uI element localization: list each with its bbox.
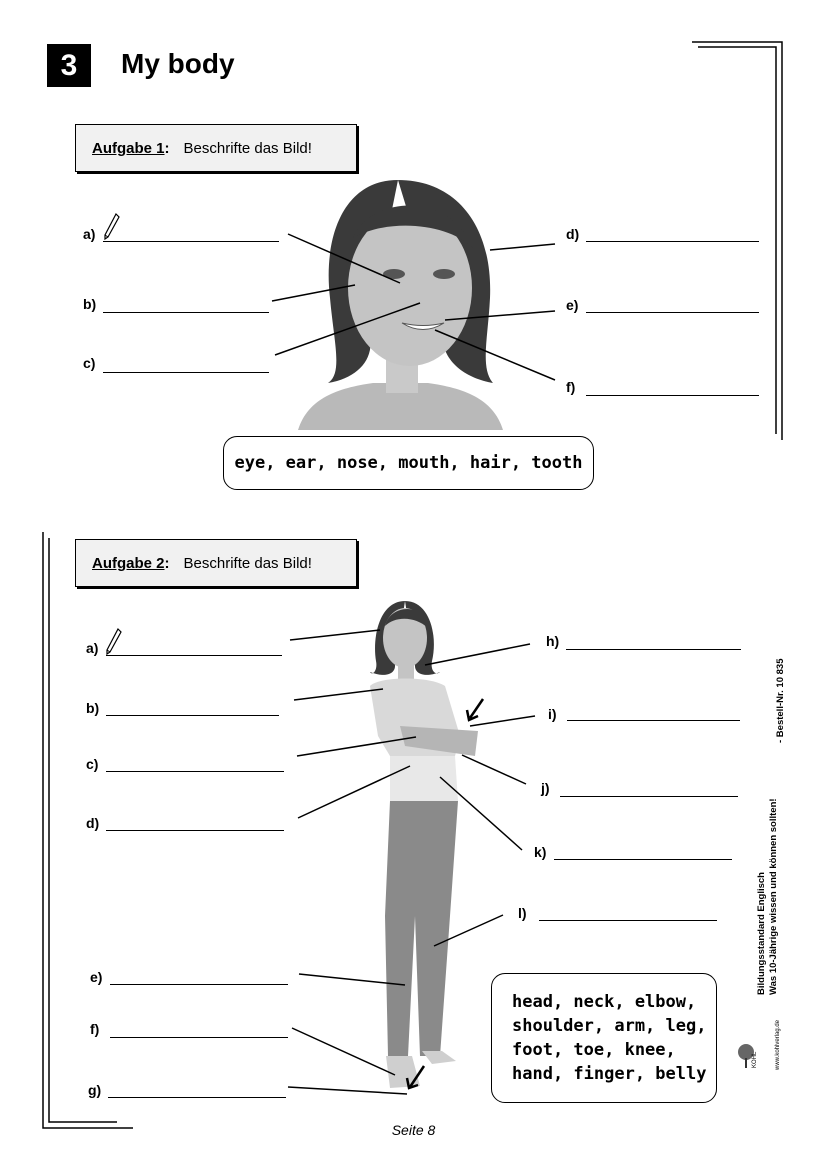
task2-label-d: d) — [86, 815, 100, 831]
task2-answer-line-d[interactable] — [106, 830, 284, 831]
task2-answer-line-b[interactable] — [106, 715, 279, 716]
task1-title: Aufgabe 1 — [92, 139, 165, 157]
task2-answer-line-g[interactable] — [108, 1097, 286, 1098]
task2-label-k: k) — [534, 844, 547, 860]
word-bank-line: head, neck, elbow, — [512, 992, 697, 1012]
page-title: My body — [121, 48, 235, 79]
task2-label-l: l) — [518, 905, 527, 921]
task1-label-d: d) — [566, 226, 580, 242]
task2-label-b: b) — [86, 700, 100, 716]
task1-label-f: f) — [566, 379, 576, 395]
task2-label-j: j) — [541, 780, 550, 796]
task2-label-c: c) — [86, 756, 99, 772]
task2-instruction: Beschrifte das Bild! — [183, 554, 312, 572]
order-number: - Bestell-Nr. 10 835 — [775, 658, 786, 743]
publisher-url: www.kohlverlag.de — [775, 1019, 781, 1070]
task2-title: Aufgabe 2 — [92, 554, 165, 572]
word-bank-line: foot, toe, knee, — [512, 1040, 676, 1060]
arrow-icon — [407, 699, 483, 1088]
series-title: Bildungsstandard Englisch — [756, 872, 767, 995]
task2-label-i: i) — [548, 706, 557, 722]
task2-answer-line-a[interactable] — [106, 655, 282, 656]
chapter-number: 3 — [47, 44, 91, 87]
task2-answer-line-c[interactable] — [106, 771, 284, 772]
pencil-icon — [104, 628, 122, 658]
task1-header: Aufgabe 1 : Beschrifte das Bild! — [75, 124, 357, 172]
task2-label-g: g) — [88, 1082, 102, 1098]
task2-word-bank — [491, 973, 717, 1103]
word-bank-line: shoulder, arm, leg, — [512, 1016, 707, 1036]
series-info — [700, 625, 790, 1070]
task2-answer-line-e[interactable] — [110, 984, 288, 985]
task2-answer-line-l[interactable] — [539, 920, 717, 921]
task1-label-b: b) — [83, 296, 97, 312]
task2-label-f: f) — [90, 1021, 100, 1037]
task1-label-e: e) — [566, 297, 579, 313]
task1-label-a: a) — [83, 226, 96, 242]
publisher-name: KOHL — [752, 1051, 758, 1068]
task2-label-e: e) — [90, 969, 103, 985]
task2-label-h: h) — [546, 633, 560, 649]
task1-word-bank: eye, ear, nose, mouth, hair, tooth — [223, 436, 594, 490]
series-subtitle: Was 10-Jährige wissen und können sollten! — [768, 798, 779, 995]
task1-label-c: c) — [83, 355, 96, 371]
page-number: Seite 8 — [391, 1122, 436, 1138]
task2-header: Aufgabe 2 : Beschrifte das Bild! — [75, 539, 357, 587]
task2-answer-line-f[interactable] — [110, 1037, 288, 1038]
task1-instruction: Beschrifte das Bild! — [183, 139, 312, 157]
task2-label-a: a) — [86, 640, 99, 656]
word-bank-line: hand, finger, belly — [512, 1064, 707, 1084]
